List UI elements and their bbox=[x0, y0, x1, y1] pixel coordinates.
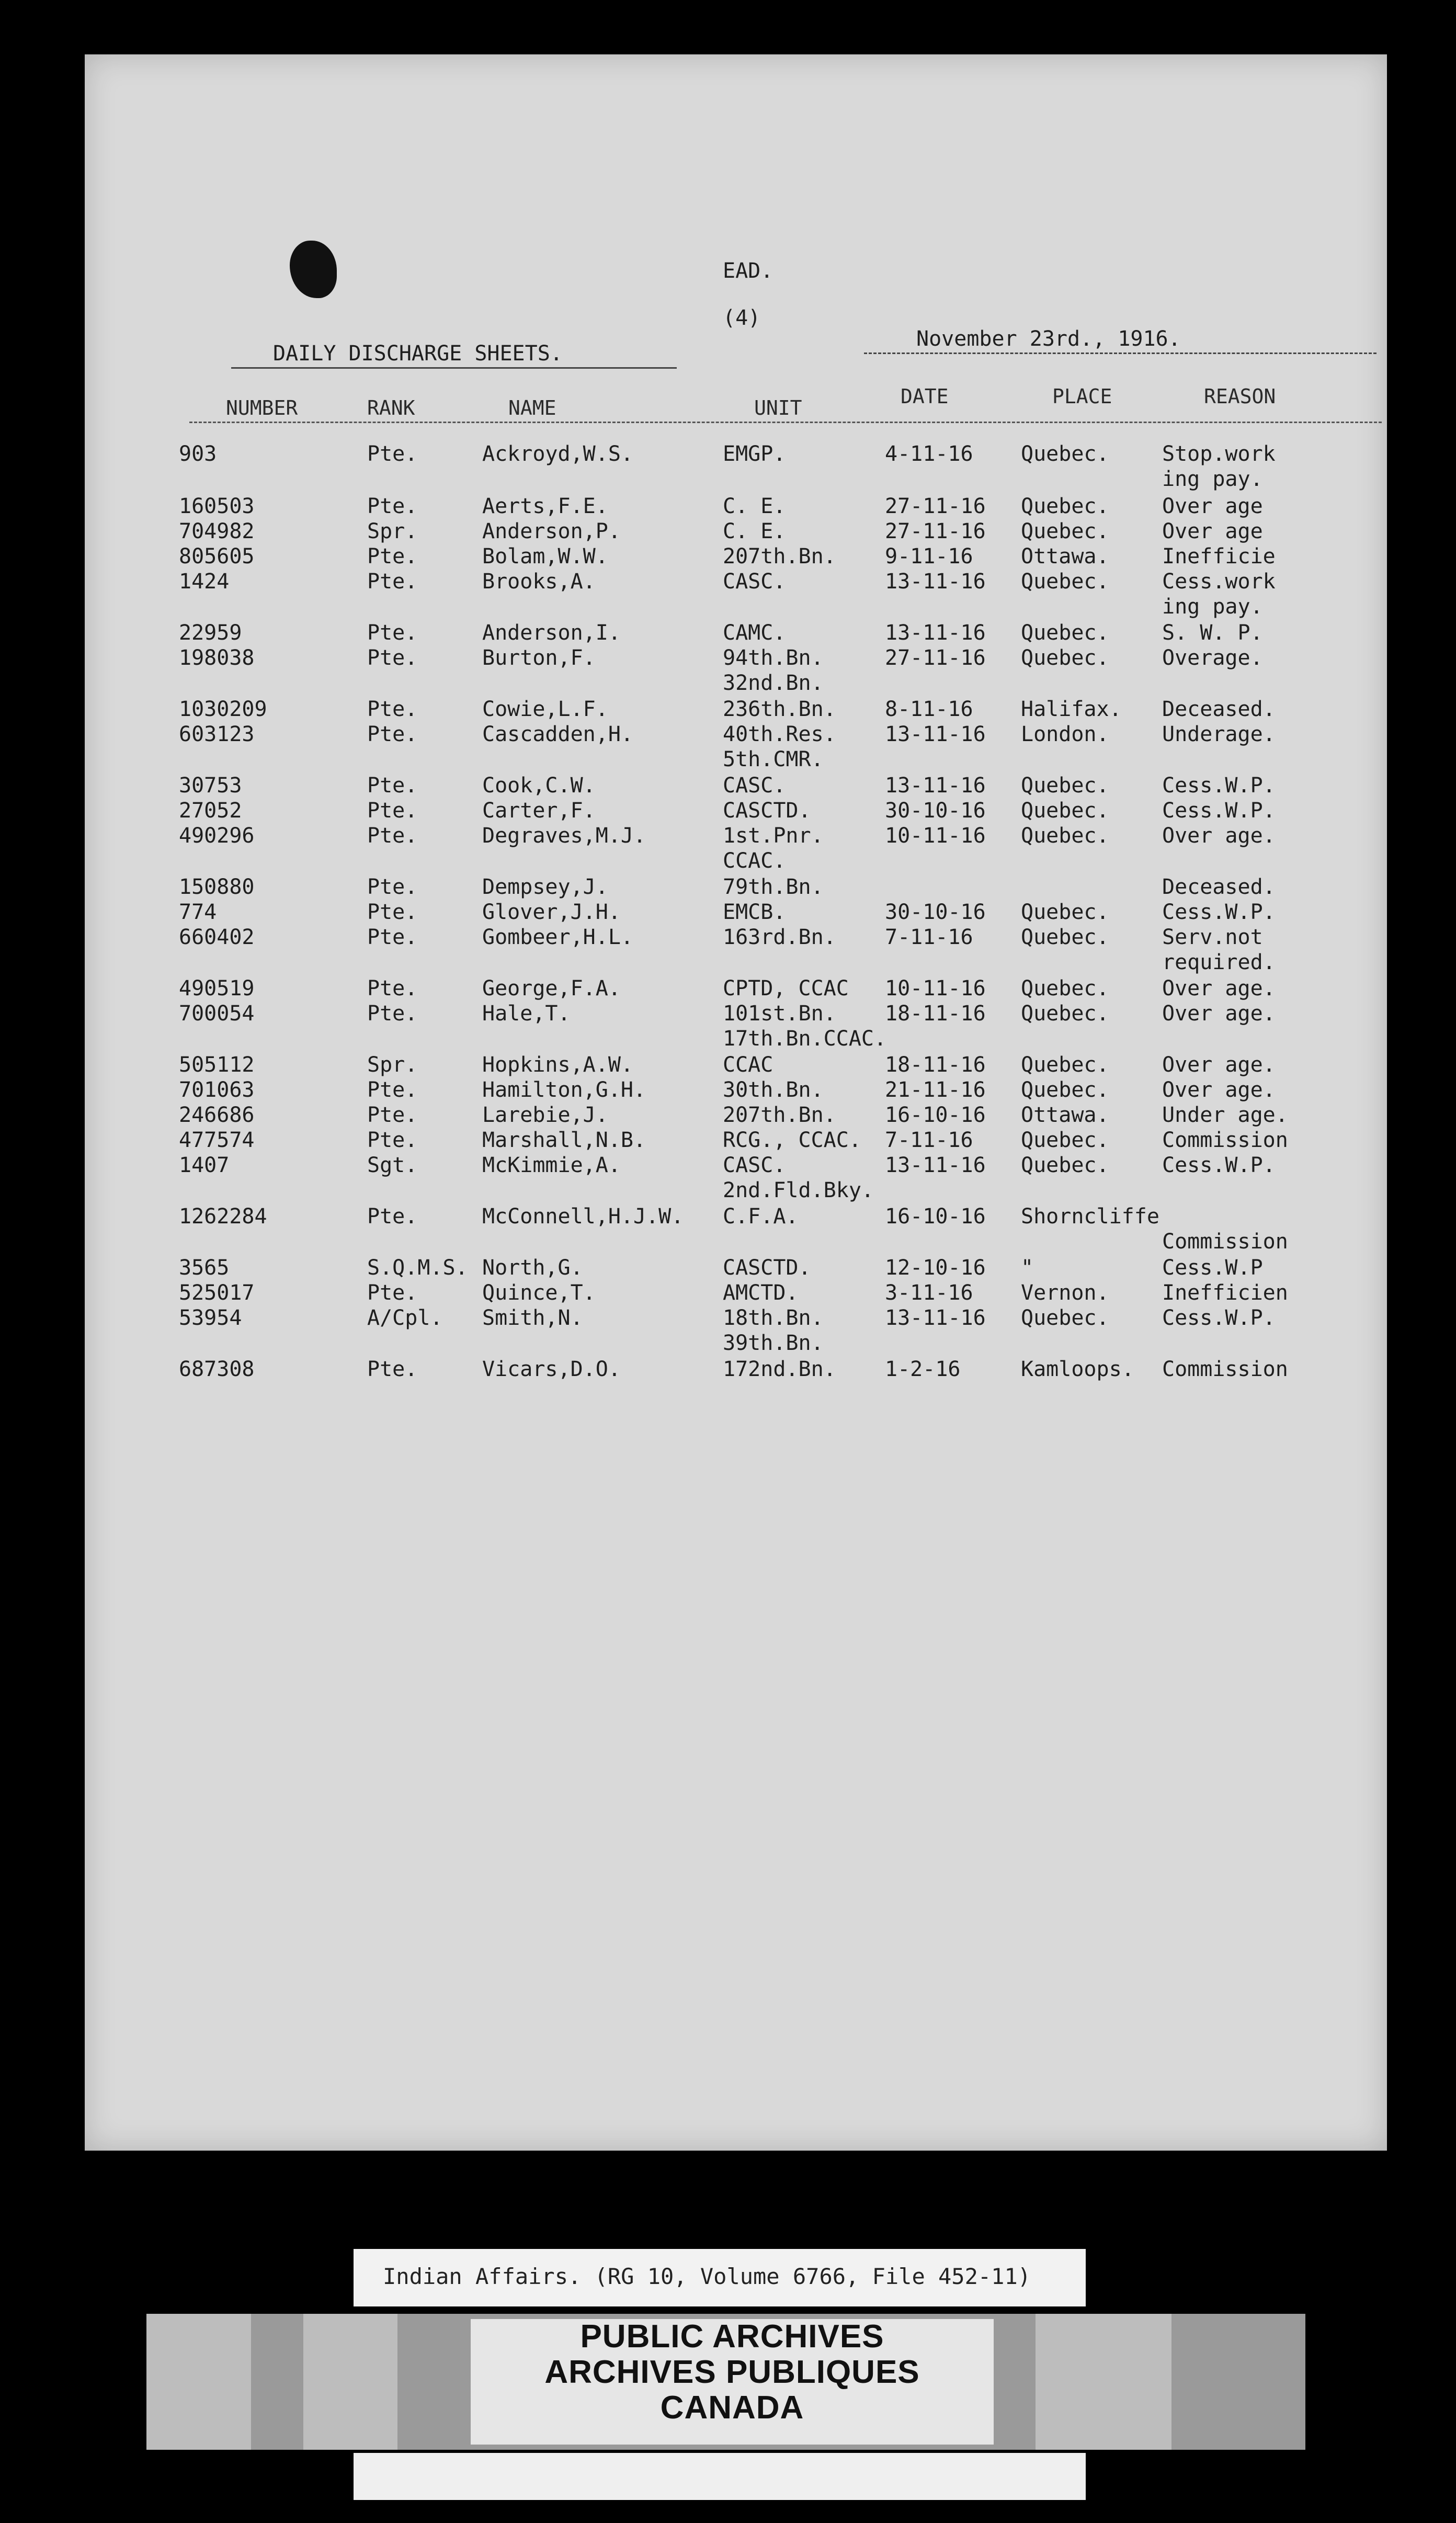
cell-rank: Pte. bbox=[367, 544, 418, 569]
cell-reason: Cess.W.P. bbox=[1162, 1306, 1276, 1330]
cell-reason: Cess.work bbox=[1162, 570, 1276, 594]
table-row bbox=[85, 925, 1387, 975]
ink-smudge bbox=[290, 241, 337, 298]
cell-number: 160503 bbox=[179, 494, 255, 518]
cell-name: Marshall,N.B. bbox=[482, 1128, 646, 1152]
table-row bbox=[85, 1001, 1387, 1051]
cell-rank: Pte. bbox=[367, 824, 418, 848]
cell-unit: RCG., CCAC. bbox=[723, 1128, 861, 1152]
cell-rank: Pte. bbox=[367, 1281, 418, 1305]
cell-unit: 207th.Bn. bbox=[723, 544, 836, 569]
cell-date: 9-11-16 bbox=[885, 544, 973, 569]
cell-name: Cook,C.W. bbox=[482, 774, 596, 798]
cell-reason: Cess.W.P. bbox=[1162, 900, 1276, 924]
cell-number: 30753 bbox=[179, 774, 242, 798]
cell-reason: Cess.W.P. bbox=[1162, 799, 1276, 823]
cell-rank: Pte. bbox=[367, 1128, 418, 1152]
cell-place: London. bbox=[1021, 722, 1109, 746]
cell-place: Quebec. bbox=[1021, 1053, 1109, 1077]
cell-rank: A/Cpl. bbox=[367, 1306, 443, 1330]
header-name: NAME bbox=[508, 396, 556, 419]
cell-date: 1-2-16 bbox=[885, 1357, 961, 1381]
cell-date: 30-10-16 bbox=[885, 799, 986, 823]
cell-unit: CASCTD. bbox=[723, 799, 811, 823]
cell-place: Shorncliffe bbox=[1021, 1204, 1159, 1229]
cell-name: Gombeer,H.L. bbox=[482, 925, 633, 949]
cell-rank: Pte. bbox=[367, 774, 418, 798]
cell-number: 700054 bbox=[179, 1002, 255, 1026]
cell-unit: CAMC. bbox=[723, 621, 786, 645]
cell-place: Ottawa. bbox=[1021, 1103, 1109, 1127]
cell-reason: Over age. bbox=[1162, 976, 1276, 1001]
cell-reason2: Commission bbox=[1162, 1230, 1288, 1254]
cell-place: Quebec. bbox=[1021, 799, 1109, 823]
cell-unit: CASC. bbox=[723, 774, 786, 798]
cell-unit2: 2nd.Fld.Bky. bbox=[723, 1178, 874, 1202]
cell-place: Vernon. bbox=[1021, 1281, 1109, 1305]
cell-unit: 101st.Bn. bbox=[723, 1002, 836, 1026]
cell-name: Smith,N. bbox=[482, 1306, 583, 1330]
header-rank: RANK bbox=[367, 396, 415, 419]
cell-place: Quebec. bbox=[1021, 976, 1109, 1001]
cell-unit: CASC. bbox=[723, 570, 786, 594]
cell-rank: Pte. bbox=[367, 1002, 418, 1026]
cell-rank: Pte. bbox=[367, 442, 418, 466]
cell-name: Glover,J.H. bbox=[482, 900, 621, 924]
cell-reason: Cess.W.P bbox=[1162, 1256, 1263, 1280]
title-underline bbox=[231, 367, 677, 369]
cell-number: 490296 bbox=[179, 824, 255, 848]
cell-name: Degraves,M.J. bbox=[482, 824, 646, 848]
archive-label bbox=[354, 2249, 1086, 2306]
cell-unit: 94th.Bn. bbox=[723, 646, 824, 670]
cell-rank: Pte. bbox=[367, 494, 418, 518]
cell-reason2: ing pay. bbox=[1162, 467, 1263, 491]
cell-reason: Over age. bbox=[1162, 1078, 1276, 1102]
cell-date: 13-11-16 bbox=[885, 1153, 986, 1177]
cell-unit: 236th.Bn. bbox=[723, 697, 836, 721]
cell-name: Aerts,F.E. bbox=[482, 494, 608, 518]
cell-place: Quebec. bbox=[1021, 494, 1109, 518]
cell-unit: 207th.Bn. bbox=[723, 1103, 836, 1127]
cell-date: 4-11-16 bbox=[885, 442, 973, 466]
cell-number: 660402 bbox=[179, 925, 255, 949]
cell-number: 53954 bbox=[179, 1306, 242, 1330]
header-reason: REASON bbox=[1204, 385, 1276, 408]
cell-number: 246686 bbox=[179, 1103, 255, 1127]
cell-place: Quebec. bbox=[1021, 621, 1109, 645]
cell-unit: 79th.Bn. bbox=[723, 875, 824, 899]
cell-place: " bbox=[1021, 1256, 1034, 1280]
cell-date: 13-11-16 bbox=[885, 774, 986, 798]
table-row bbox=[85, 569, 1387, 619]
cell-name: McConnell,H.J.W. bbox=[482, 1204, 684, 1229]
cell-reason: Over age bbox=[1162, 494, 1263, 518]
cell-unit: 172nd.Bn. bbox=[723, 1357, 836, 1381]
cell-unit: 40th.Res. bbox=[723, 722, 836, 746]
cell-name: McKimmie,A. bbox=[482, 1153, 621, 1177]
cell-unit: C. E. bbox=[723, 494, 786, 518]
cell-name: Cascadden,H. bbox=[482, 722, 633, 746]
cell-place: Quebec. bbox=[1021, 1306, 1109, 1330]
cell-place: Kamloops. bbox=[1021, 1357, 1134, 1381]
cell-unit: CCAC bbox=[723, 1053, 774, 1077]
cell-unit2: CCAC. bbox=[723, 849, 786, 873]
cell-date: 21-11-16 bbox=[885, 1078, 986, 1102]
cell-place: Halifax. bbox=[1021, 697, 1122, 721]
table-row bbox=[85, 1305, 1387, 1356]
stamp-line-3: CANADA bbox=[660, 2390, 804, 2426]
cell-rank: Pte. bbox=[367, 1357, 418, 1381]
cell-number: 1407 bbox=[179, 1153, 230, 1177]
cell-place: Ottawa. bbox=[1021, 544, 1109, 569]
archive-reference: Indian Affairs. (RG 10, Volume 6766, File 452-11) bbox=[383, 2264, 1031, 2289]
cell-date: 30-10-16 bbox=[885, 900, 986, 924]
cell-rank: Spr. bbox=[367, 1053, 418, 1077]
cell-number: 150880 bbox=[179, 875, 255, 899]
cell-name: Hale,T. bbox=[482, 1002, 571, 1026]
cell-number: 603123 bbox=[179, 722, 255, 746]
cell-date: 16-10-16 bbox=[885, 1103, 986, 1127]
cell-rank: S.Q.M.S. bbox=[367, 1256, 468, 1280]
table-row bbox=[85, 645, 1387, 696]
cell-rank: Pte. bbox=[367, 900, 418, 924]
cell-unit: 163rd.Bn. bbox=[723, 925, 836, 949]
stamp-line-2: ARCHIVES PUBLIQUES bbox=[544, 2354, 920, 2390]
sheet-title: DAILY DISCHARGE SHEETS. bbox=[273, 342, 563, 366]
cell-reason: Commission bbox=[1162, 1357, 1288, 1381]
cell-place: Quebec. bbox=[1021, 519, 1109, 543]
header-number: NUMBER bbox=[226, 396, 298, 419]
cell-reason: Stop.work bbox=[1162, 442, 1276, 466]
cell-name: Larebie,J. bbox=[482, 1103, 608, 1127]
cell-rank: Pte. bbox=[367, 799, 418, 823]
cell-rank: Sgt. bbox=[367, 1153, 418, 1177]
header-unit: UNIT bbox=[754, 396, 802, 419]
cell-number: 22959 bbox=[179, 621, 242, 645]
cell-date: 8-11-16 bbox=[885, 697, 973, 721]
cell-unit2: 39th.Bn. bbox=[723, 1331, 824, 1355]
cell-rank: Pte. bbox=[367, 621, 418, 645]
cell-reason2: ing pay. bbox=[1162, 595, 1263, 619]
cell-name: Dempsey,J. bbox=[482, 875, 608, 899]
cell-number: 774 bbox=[179, 900, 217, 924]
cell-unit2: 32nd.Bn. bbox=[723, 671, 824, 695]
cell-reason: Inefficien bbox=[1162, 1281, 1288, 1305]
cell-rank: Spr. bbox=[367, 519, 418, 543]
cell-reason: S. W. P. bbox=[1162, 621, 1263, 645]
cell-number: 198038 bbox=[179, 646, 255, 670]
cell-name: Vicars,D.O. bbox=[482, 1357, 621, 1381]
table-row bbox=[85, 1357, 1387, 1407]
header-rule bbox=[189, 422, 1382, 423]
cell-unit: 30th.Bn. bbox=[723, 1078, 824, 1102]
cell-name: Anderson,P. bbox=[482, 519, 621, 543]
cell-name: George,F.A. bbox=[482, 976, 621, 1001]
cell-place: Quebec. bbox=[1021, 824, 1109, 848]
cell-number: 1030209 bbox=[179, 697, 267, 721]
cell-unit: EMCB. bbox=[723, 900, 786, 924]
cell-number: 525017 bbox=[179, 1281, 255, 1305]
cell-date: 7-11-16 bbox=[885, 925, 973, 949]
cell-name: Quince,T. bbox=[482, 1281, 596, 1305]
cell-place: Quebec. bbox=[1021, 1153, 1109, 1177]
cell-reason: Underage. bbox=[1162, 722, 1276, 746]
cell-rank: Pte. bbox=[367, 925, 418, 949]
document-sheet bbox=[85, 54, 1387, 2151]
table-row bbox=[85, 1204, 1387, 1254]
cell-reason: Overage. bbox=[1162, 646, 1263, 670]
cell-number: 3565 bbox=[179, 1256, 230, 1280]
table-row bbox=[85, 722, 1387, 772]
cell-reason: Over age. bbox=[1162, 1053, 1276, 1077]
cell-date: 27-11-16 bbox=[885, 519, 986, 543]
cell-reason: Over age. bbox=[1162, 824, 1276, 848]
cell-rank: Pte. bbox=[367, 722, 418, 746]
cell-place: Quebec. bbox=[1021, 774, 1109, 798]
cell-name: Hamilton,G.H. bbox=[482, 1078, 646, 1102]
cell-date: 18-11-16 bbox=[885, 1053, 986, 1077]
cell-place: Quebec. bbox=[1021, 900, 1109, 924]
cell-place: Quebec. bbox=[1021, 1128, 1109, 1152]
cell-reason: Cess.W.P. bbox=[1162, 774, 1276, 798]
cell-name: Brooks,A. bbox=[482, 570, 596, 594]
cell-reason: Deceased. bbox=[1162, 875, 1276, 899]
cell-number: 704982 bbox=[179, 519, 255, 543]
cell-rank: Pte. bbox=[367, 976, 418, 1001]
cell-place: Quebec. bbox=[1021, 1078, 1109, 1102]
cell-unit: C. E. bbox=[723, 519, 786, 543]
cell-date: 12-10-16 bbox=[885, 1256, 986, 1280]
cell-date: 10-11-16 bbox=[885, 824, 986, 848]
cell-reason: Deceased. bbox=[1162, 697, 1276, 721]
cell-number: 701063 bbox=[179, 1078, 255, 1102]
cell-reason: Serv.not bbox=[1162, 925, 1263, 949]
cell-date: 18-11-16 bbox=[885, 1002, 986, 1026]
archives-stamp bbox=[146, 2314, 1305, 2450]
cell-number: 27052 bbox=[179, 799, 242, 823]
cell-number: 805605 bbox=[179, 544, 255, 569]
cell-date: 13-11-16 bbox=[885, 621, 986, 645]
cell-number: 687308 bbox=[179, 1357, 255, 1381]
cell-date: 3-11-16 bbox=[885, 1281, 973, 1305]
cell-unit: 1st.Pnr. bbox=[723, 824, 824, 848]
cell-date: 7-11-16 bbox=[885, 1128, 973, 1152]
cell-name: Anderson,I. bbox=[482, 621, 621, 645]
cell-reason: Inefficie bbox=[1162, 544, 1276, 569]
cell-rank: Pte. bbox=[367, 875, 418, 899]
cell-date: 27-11-16 bbox=[885, 494, 986, 518]
stamp-text bbox=[471, 2319, 994, 2445]
cell-unit: CPTD, CCAC bbox=[723, 976, 849, 1001]
cell-number: 477574 bbox=[179, 1128, 255, 1152]
cell-date: 27-11-16 bbox=[885, 646, 986, 670]
cell-unit: C.F.A. bbox=[723, 1204, 799, 1229]
cell-name: Ackroyd,W.S. bbox=[482, 442, 633, 466]
cell-name: Cowie,L.F. bbox=[482, 697, 608, 721]
cell-reason: Cess.W.P. bbox=[1162, 1153, 1276, 1177]
cell-number: 490519 bbox=[179, 976, 255, 1001]
cell-rank: Pte. bbox=[367, 1078, 418, 1102]
cell-unit: AMCTD. bbox=[723, 1281, 799, 1305]
cell-rank: Pte. bbox=[367, 1103, 418, 1127]
table-row bbox=[85, 1153, 1387, 1203]
table-row bbox=[85, 823, 1387, 873]
cell-name: Burton,F. bbox=[482, 646, 596, 670]
sheet-date: November 23rd., 1916. bbox=[916, 327, 1181, 351]
reference-code: EAD. bbox=[723, 259, 774, 283]
cell-name: North,G. bbox=[482, 1256, 583, 1280]
date-underline bbox=[864, 353, 1377, 354]
table-row bbox=[85, 441, 1387, 492]
header-place: PLACE bbox=[1052, 385, 1112, 408]
header-date: DATE bbox=[901, 385, 949, 408]
cell-unit: CASCTD. bbox=[723, 1256, 811, 1280]
cell-name: Carter,F. bbox=[482, 799, 596, 823]
stamp-line-1: PUBLIC ARCHIVES bbox=[580, 2319, 884, 2355]
cell-place: Quebec. bbox=[1021, 1002, 1109, 1026]
cell-name: Bolam,W.W. bbox=[482, 544, 608, 569]
cell-number: 1262284 bbox=[179, 1204, 267, 1229]
cell-unit: 18th.Bn. bbox=[723, 1306, 824, 1330]
cell-reason: Over age. bbox=[1162, 1002, 1276, 1026]
cell-place: Quebec. bbox=[1021, 442, 1109, 466]
cell-rank: Pte. bbox=[367, 570, 418, 594]
cell-rank: Pte. bbox=[367, 646, 418, 670]
cell-number: 505112 bbox=[179, 1053, 255, 1077]
cell-date: 13-11-16 bbox=[885, 1306, 986, 1330]
cell-name: Hopkins,A.W. bbox=[482, 1053, 633, 1077]
cell-reason: Commission bbox=[1162, 1128, 1288, 1152]
cell-place: Quebec. bbox=[1021, 646, 1109, 670]
cell-unit: EMGP. bbox=[723, 442, 786, 466]
cell-number: 903 bbox=[179, 442, 217, 466]
cell-unit2: 5th.CMR. bbox=[723, 747, 824, 771]
page-number: (4) bbox=[723, 306, 761, 330]
cell-date: 13-11-16 bbox=[885, 570, 986, 594]
cell-reason2: required. bbox=[1162, 950, 1276, 974]
cell-reason: Over age bbox=[1162, 519, 1263, 543]
cell-place: Quebec. bbox=[1021, 570, 1109, 594]
cell-date: 10-11-16 bbox=[885, 976, 986, 1001]
cell-rank: Pte. bbox=[367, 1204, 418, 1229]
cell-rank: Pte. bbox=[367, 697, 418, 721]
cell-unit2: 17th.Bn.CCAC. bbox=[723, 1027, 887, 1051]
cell-place: Quebec. bbox=[1021, 925, 1109, 949]
bottom-strip bbox=[354, 2453, 1086, 2500]
cell-date: 13-11-16 bbox=[885, 722, 986, 746]
cell-reason: Under age. bbox=[1162, 1103, 1288, 1127]
cell-date: 16-10-16 bbox=[885, 1204, 986, 1229]
cell-number: 1424 bbox=[179, 570, 230, 594]
cell-unit: CASC. bbox=[723, 1153, 786, 1177]
